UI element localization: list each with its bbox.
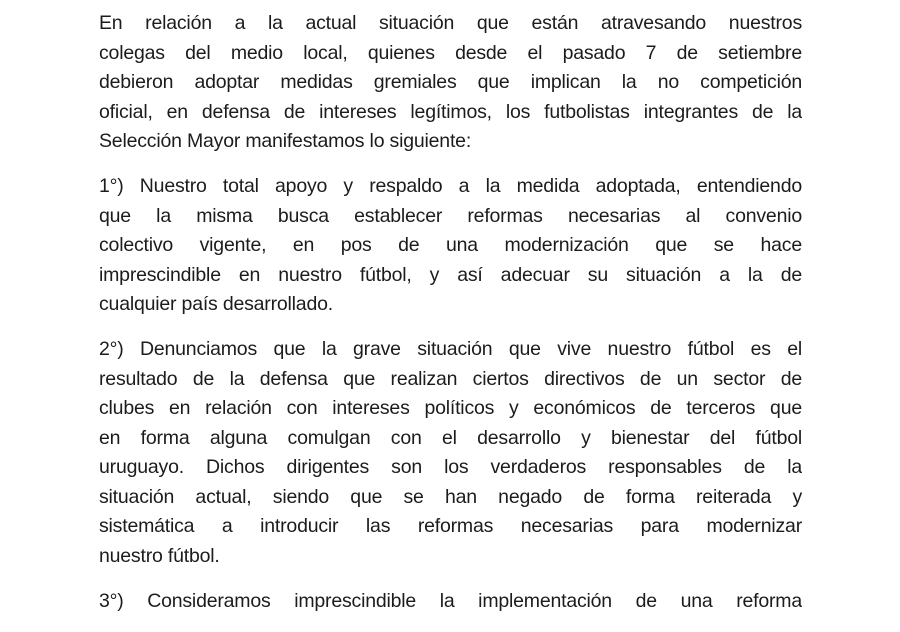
text-line: situación actual, siendo que se han negado de forma reiterada y [99,485,802,508]
paragraph-point-2 [99,335,802,571]
text-line: resultado de la defensa que realizan ciertos directivos de un sector de [99,367,802,390]
text-line: 2°) Denunciamos que la grave situación que vive nuestro fútbol es el [99,338,802,360]
text-line: imprescindible en nuestro fútbol, y así adecuar su situación a la de [99,263,802,286]
text-line: colegas del medio local, quienes desde el pasado 7 de setiembre [99,41,802,64]
paragraph-intro [99,9,802,157]
text-line: nuestro fútbol. [99,544,220,567]
paragraph-point-3 [99,587,802,617]
text-line: en forma alguna comulgan con el desarrollo y bienestar del fútbol [99,426,802,449]
paragraph-point-1 [99,172,802,320]
statement-document [99,9,802,632]
text-line: que la misma busca establecer reformas necesarias al convenio [99,204,802,227]
text-line: Selección Mayor manifestamos lo siguiente: [99,130,472,152]
text-line: uruguayo. Dichos dirigentes son los verdaderos responsables de la [99,456,802,478]
text-line: sistemática a introducir las reformas necesarias para modernizar [99,515,802,537]
text-line: En relación a la actual situación que están atravesando nuestros [99,12,802,34]
text-line: 3°) Consideramos imprescindible la implementación de una reforma [99,589,802,612]
text-line: colectivo vigente, en pos de una modernización que se hace [99,234,802,256]
text-line: 1°) Nuestro total apoyo y respaldo a la medida adoptada, entendiendo [99,175,802,197]
text-line: debieron adoptar medidas gremiales que implican la no competición [99,71,802,93]
text-line: cualquier país desarrollado. [99,293,333,315]
text-line: clubes en relación con intereses políticos y económicos de terceros que [99,397,802,419]
text-line: oficial, en defensa de intereses legítimos, los futbolistas integrantes de la [99,100,802,123]
